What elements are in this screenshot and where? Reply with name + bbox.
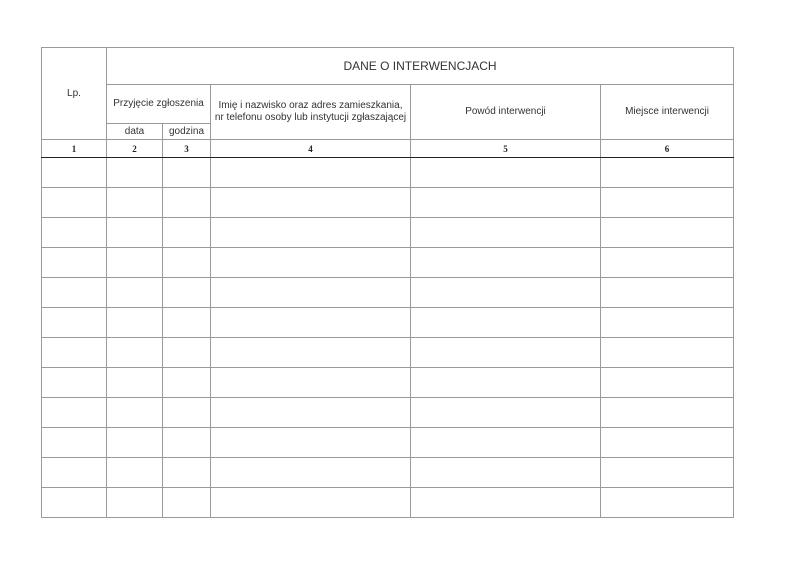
reason-cell[interactable]: [411, 278, 601, 308]
table-row: [42, 158, 734, 188]
date-cell[interactable]: [107, 458, 163, 488]
place-cell[interactable]: [601, 218, 734, 248]
place-cell[interactable]: [601, 248, 734, 278]
entry-number-cell[interactable]: [42, 158, 107, 188]
acceptance-header: Przyjęcie zgłoszenia: [107, 85, 211, 124]
reason-cell[interactable]: [411, 428, 601, 458]
reporter-cell[interactable]: [211, 398, 411, 428]
table-row: [42, 308, 734, 338]
reporter-header-line1: Imię i nazwisko oraz adres zamieszkania,: [218, 99, 403, 111]
place-cell[interactable]: [601, 338, 734, 368]
reporter-cell[interactable]: [211, 308, 411, 338]
column-number: 2: [107, 140, 163, 158]
reporter-cell[interactable]: [211, 158, 411, 188]
entry-number-cell[interactable]: [42, 338, 107, 368]
time-cell[interactable]: [163, 428, 211, 458]
date-cell[interactable]: [107, 488, 163, 518]
time-cell[interactable]: [163, 308, 211, 338]
time-cell[interactable]: [163, 398, 211, 428]
date-cell[interactable]: [107, 158, 163, 188]
entry-number-cell[interactable]: [42, 488, 107, 518]
place-cell[interactable]: [601, 428, 734, 458]
place-cell[interactable]: [601, 308, 734, 338]
time-cell[interactable]: [163, 338, 211, 368]
time-cell[interactable]: [163, 188, 211, 218]
entry-number-cell[interactable]: [42, 308, 107, 338]
place-cell[interactable]: [601, 158, 734, 188]
date-cell[interactable]: [107, 278, 163, 308]
table-row: [42, 398, 734, 428]
place-header: Miejsce interwencji: [601, 85, 734, 140]
reporter-cell[interactable]: [211, 338, 411, 368]
time-cell[interactable]: [163, 368, 211, 398]
column-number: 1: [42, 140, 107, 158]
reporter-cell[interactable]: [211, 458, 411, 488]
column-number: 5: [411, 140, 601, 158]
entry-number-cell[interactable]: [42, 278, 107, 308]
place-cell[interactable]: [601, 278, 734, 308]
reporter-header-line2: nr telefonu osoby lub instytucji zgłaszającej: [214, 112, 407, 123]
interventions-form-table: [41, 47, 734, 518]
reporter-cell[interactable]: [211, 428, 411, 458]
place-cell[interactable]: [601, 458, 734, 488]
table-row: [42, 488, 734, 518]
reason-cell[interactable]: [411, 218, 601, 248]
reason-cell[interactable]: [411, 338, 601, 368]
reason-cell[interactable]: [411, 158, 601, 188]
table-row: [42, 188, 734, 218]
date-header: data: [107, 124, 163, 140]
date-cell[interactable]: [107, 188, 163, 218]
time-header: godzina: [163, 124, 211, 140]
table-row: [42, 248, 734, 278]
reason-cell[interactable]: [411, 308, 601, 338]
table-row: [42, 368, 734, 398]
column-number: 3: [163, 140, 211, 158]
reporter-cell[interactable]: [211, 278, 411, 308]
table-row: [42, 218, 734, 248]
place-cell[interactable]: [601, 488, 734, 518]
date-cell[interactable]: [107, 428, 163, 458]
column-number-row: [42, 140, 734, 158]
table-row: [42, 338, 734, 368]
entry-number-cell[interactable]: [42, 218, 107, 248]
time-cell[interactable]: [163, 158, 211, 188]
reason-cell[interactable]: [411, 368, 601, 398]
reason-cell[interactable]: [411, 188, 601, 218]
entry-number-cell[interactable]: [42, 428, 107, 458]
time-cell[interactable]: [163, 488, 211, 518]
reporter-header: [211, 85, 411, 140]
entry-number-cell[interactable]: [42, 368, 107, 398]
date-cell[interactable]: [107, 398, 163, 428]
entry-number-cell[interactable]: [42, 458, 107, 488]
entry-number-cell[interactable]: [42, 188, 107, 218]
time-cell[interactable]: [163, 218, 211, 248]
column-number: 4: [211, 140, 411, 158]
lp-header: Lp.: [42, 48, 107, 140]
table-row: [42, 458, 734, 488]
table-row: [42, 278, 734, 308]
place-cell[interactable]: [601, 398, 734, 428]
date-cell[interactable]: [107, 338, 163, 368]
time-cell[interactable]: [163, 278, 211, 308]
entry-number-cell[interactable]: [42, 398, 107, 428]
reporter-cell[interactable]: [211, 488, 411, 518]
reason-cell[interactable]: [411, 488, 601, 518]
date-cell[interactable]: [107, 248, 163, 278]
reason-cell[interactable]: [411, 248, 601, 278]
reporter-cell[interactable]: [211, 188, 411, 218]
date-cell[interactable]: [107, 368, 163, 398]
table-row: [42, 428, 734, 458]
column-number: 6: [601, 140, 734, 158]
entry-number-cell[interactable]: [42, 248, 107, 278]
reason-cell[interactable]: [411, 458, 601, 488]
date-cell[interactable]: [107, 218, 163, 248]
date-cell[interactable]: [107, 308, 163, 338]
reporter-cell[interactable]: [211, 218, 411, 248]
reason-header: Powód interwencji: [411, 85, 601, 140]
time-cell[interactable]: [163, 248, 211, 278]
place-cell[interactable]: [601, 368, 734, 398]
reason-cell[interactable]: [411, 398, 601, 428]
reporter-cell[interactable]: [211, 248, 411, 278]
reporter-cell[interactable]: [211, 368, 411, 398]
place-cell[interactable]: [601, 188, 734, 218]
main-header: DANE O INTERWENCJACH: [107, 48, 734, 85]
time-cell[interactable]: [163, 458, 211, 488]
